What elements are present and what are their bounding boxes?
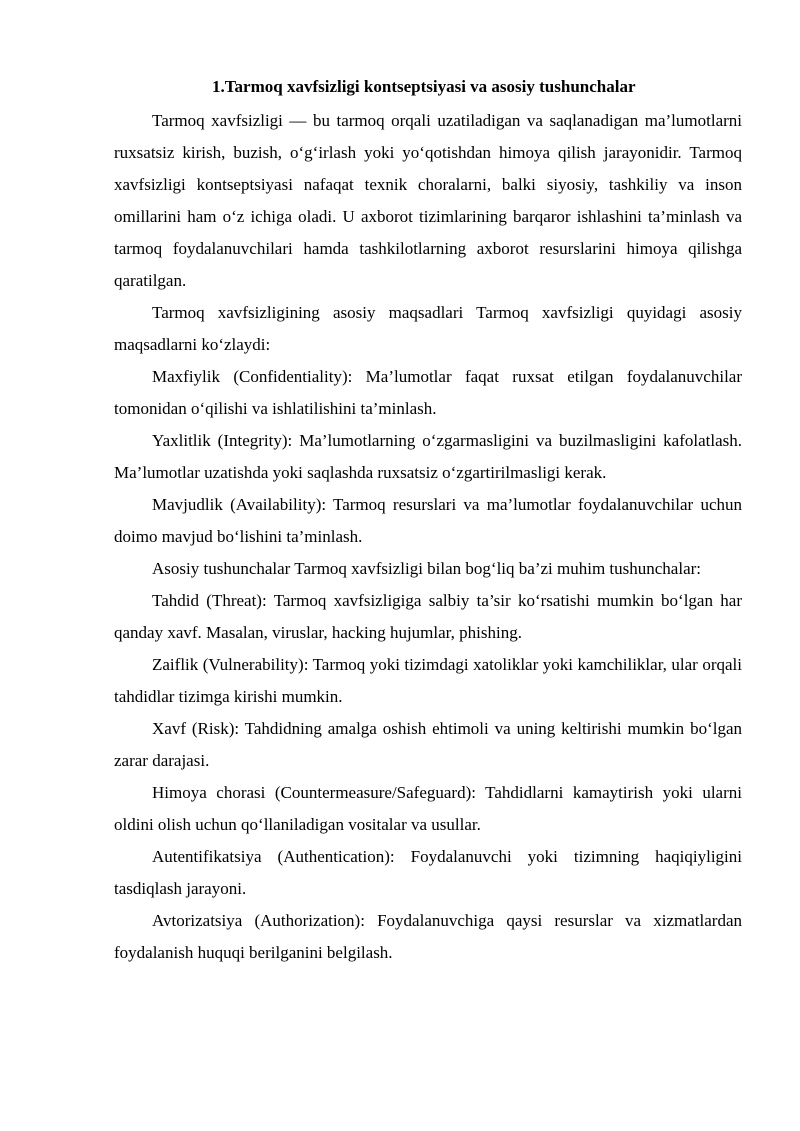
paragraph-confidentiality: Maxfiylik (Confidentiality): Ma’lumotlar faqat ruxsat etilgan foydalanuvchilar tomonidan o‘qilishi va ishlatilishini ta’minlash. xyxy=(114,367,742,418)
paragraph-countermeasure: Himoya chorasi (Countermeasure/Safeguard): Tahdidlarni kamaytirish yoki ularni oldini olish uchun qo‘llaniladigan vositalar va usullar. xyxy=(114,783,742,834)
paragraph-vulnerability: Zaiflik (Vulnerability): Tarmoq yoki tizimdagi xatoliklar yoki kamchiliklar, ular orqali tahdidlar tizimga kirishi mumkin. xyxy=(114,655,742,706)
paragraph-concepts: Asosiy tushunchalar Tarmoq xavfsizligi bilan bog‘liq ba’zi muhim tushunchalar: xyxy=(152,559,701,578)
page-title: 1.Tarmoq xavfsizligi kontseptsiyasi va asosiy tushunchalar xyxy=(212,77,636,96)
paragraph-threat: Tahdid (Threat): Tarmoq xavfsizligiga salbiy ta’sir ko‘rsatishi mumkin bo‘lgan har qanday xavf. Masalan, viruslar, hacking hujumlar, phishing. xyxy=(114,591,742,642)
paragraph-intro: Tarmoq xavfsizligi — bu tarmoq orqali uzatiladigan va saqlanadigan ma’lumotlarni ruxsatsiz kirish, buzish, o‘g‘irlash yoki yo‘qotishdan himoya qilish jarayonidir. Tarmoq xavfsizligi kontseptsiyasi nafaqat texnik choralarni, balki siyosiy, tashkiliy va inson omillarini ham o‘z ichiga oladi. U axborot tizimlarining barqaror ishlashini ta’minlash va tarmoq foydalanuvchilari hamda tashkilotlarning axborot resurslarini himoya qilishga qaratilgan. xyxy=(114,111,742,290)
paragraph-availability: Mavjudlik (Availability): Tarmoq resurslari va ma’lumotlar foydalanuvchilar uchun doimo mavjud bo‘lishini ta’minlash. xyxy=(114,495,742,546)
paragraph-risk: Xavf (Risk): Tahdidning amalga oshish ehtimoli va uning keltirishi mumkin bo‘lgan zarar darajasi. xyxy=(114,719,742,770)
paragraph-integrity: Yaxlitlik (Integrity): Ma’lumotlarning o‘zgarmasligini va buzilmasligini kafolatlash. Ma’lumotlar uzatishda yoki saqlashda ruxsatsiz o‘zgartirilmasligi kerak. xyxy=(114,431,742,482)
paragraph-goals: Tarmoq xavfsizligining asosiy maqsadlari Tarmoq xavfsizligi quyidagi asosiy maqsadlarni ko‘zlaydi: xyxy=(114,303,742,354)
paragraph-authorization: Avtorizatsiya (Authorization): Foydalanuvchiga qaysi resurslar va xizmatlardan foydalanish huquqi berilganini belgilash. xyxy=(114,911,742,962)
paragraph-authentication: Autentifikatsiya (Authentication): Foydalanuvchi yoki tizimning haqiqiyligini tasdiqlash jarayoni. xyxy=(114,847,742,898)
document-page xyxy=(114,71,742,969)
